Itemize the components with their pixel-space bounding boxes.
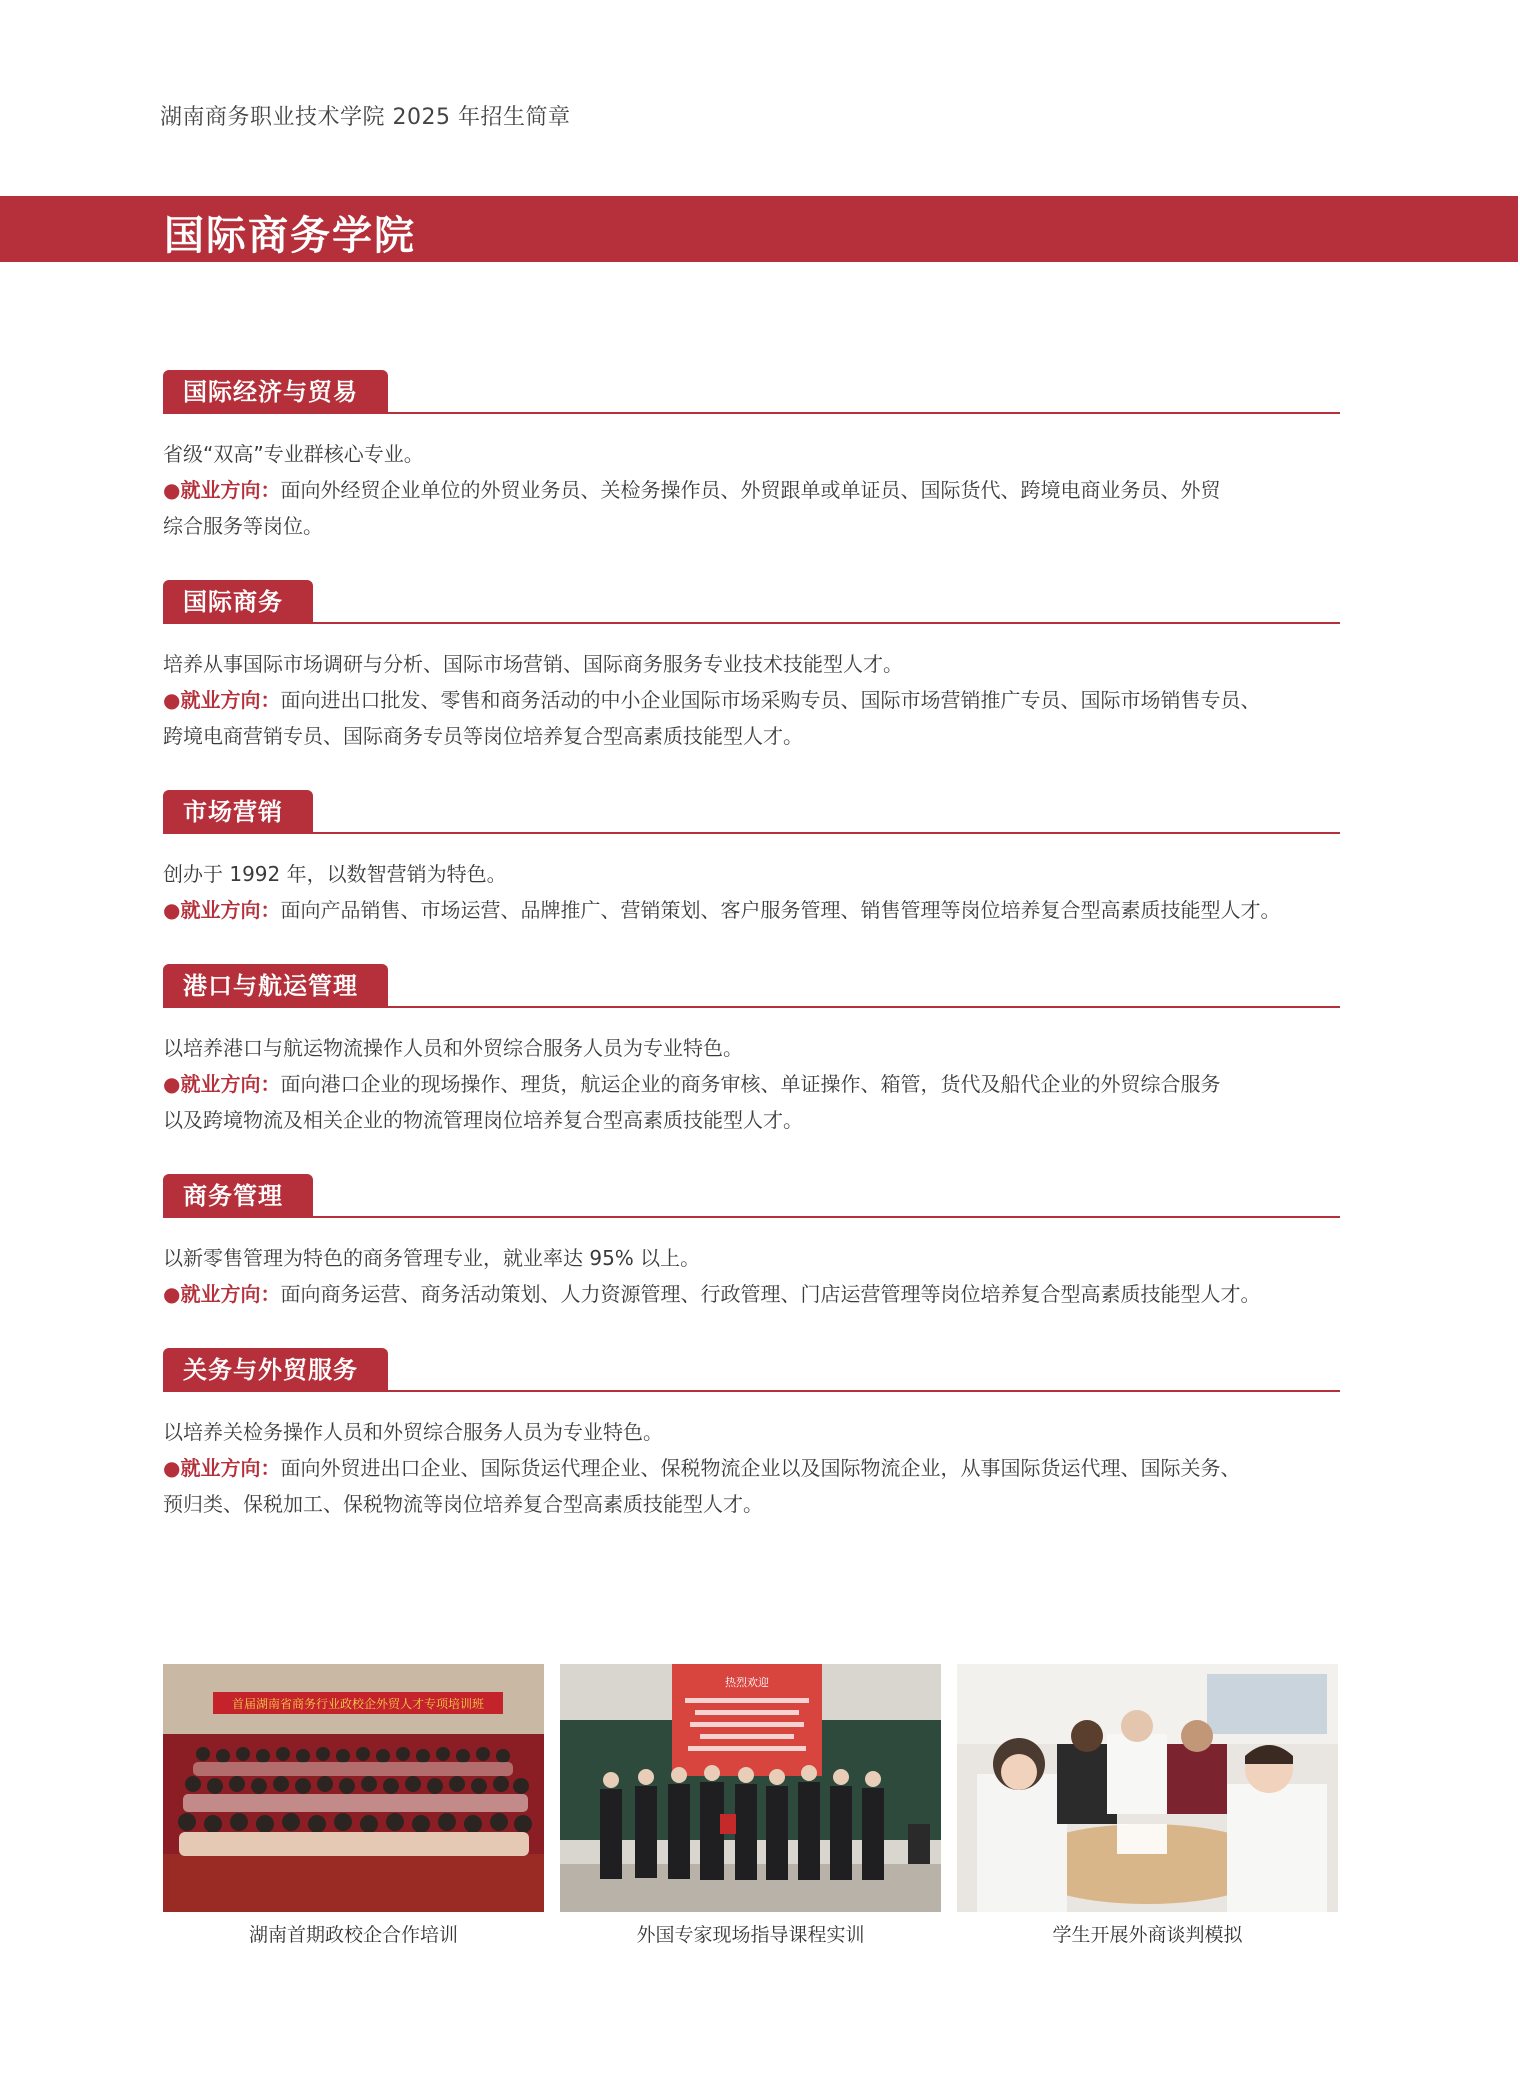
section-title-tab: 市场营销 xyxy=(163,790,313,834)
section-title-tab: 港口与航运管理 xyxy=(163,964,388,1008)
section-rule xyxy=(163,1216,1340,1218)
section-body xyxy=(163,414,1340,544)
photo-caption: 湖南首期政校企合作培训 xyxy=(248,1924,458,1946)
program-intro: 省级“双高”专业群核心专业。 xyxy=(163,442,424,466)
program-intro: 以新零售管理为特色的商务管理专业，就业率达 95% 以上。 xyxy=(163,1246,701,1270)
photo-card xyxy=(163,1664,544,1947)
job-direction-cont: 综合服务等岗位。 xyxy=(163,514,323,538)
program-list xyxy=(163,370,1340,1522)
job-direction-text: 面向外贸进出口企业、国际货运代理企业、保税物流企业以及国际物流企业，从事国际货运代理、国际关务、 xyxy=(280,1456,1241,1480)
section-title-tab: 商务管理 xyxy=(163,1174,313,1218)
program-section xyxy=(163,790,1340,928)
job-direction xyxy=(163,892,1340,928)
photo-card xyxy=(560,1664,941,1947)
job-direction-text: 面向外经贸企业单位的外贸业务员、关检务操作员、外贸跟单或单证员、国际货代、跨境电商业务员、外贸 xyxy=(280,478,1221,502)
program-section xyxy=(163,964,1340,1138)
page-banner xyxy=(0,196,1518,262)
job-direction-label: ●就业方向： xyxy=(163,1282,281,1306)
job-direction-label: ●就业方向： xyxy=(163,688,281,712)
job-direction-cont: 以及跨境物流及相关企业的物流管理岗位培养复合型高素质技能型人才。 xyxy=(163,1108,803,1132)
section-body xyxy=(163,834,1340,928)
section-header xyxy=(163,790,1340,834)
training-group-photo xyxy=(163,1664,544,1912)
job-direction-label: ●就业方向： xyxy=(163,1456,281,1480)
section-rule xyxy=(163,412,1340,414)
section-header xyxy=(163,964,1340,1008)
program-intro: 培养从事国际市场调研与分析、国际市场营销、国际商务服务专业技术技能型人才。 xyxy=(163,652,903,676)
section-rule xyxy=(163,622,1340,624)
job-direction-cont: 预归类、保税加工、保税物流等岗位培养复合型高素质技能型人才。 xyxy=(163,1492,763,1516)
expert-guidance-photo xyxy=(560,1664,941,1912)
job-direction-text: 面向港口企业的现场操作、理货，航运企业的商务审核、单证操作、箱管，货代及船代企业的外贸综合服务 xyxy=(280,1072,1221,1096)
training-banner-text: 首届湖南省商务行业政校企外贸人才专项培训班 xyxy=(231,1697,485,1711)
section-header xyxy=(163,1348,1340,1392)
job-direction-label: ●就业方向： xyxy=(163,1072,281,1096)
negotiation-simulation-photo xyxy=(957,1664,1338,1912)
running-head: 湖南商务职业技术学院 2025 年招生简章 xyxy=(160,105,571,130)
job-direction xyxy=(163,472,1340,508)
photo-card xyxy=(957,1664,1338,1947)
welcome-screen-text: 热烈欢迎 xyxy=(725,1676,769,1689)
section-title-tab: 国际经济与贸易 xyxy=(163,370,388,414)
program-section xyxy=(163,370,1340,544)
section-header xyxy=(163,580,1340,624)
job-direction xyxy=(163,682,1340,718)
photo-caption: 学生开展外商谈判模拟 xyxy=(1052,1924,1243,1946)
program-section xyxy=(163,580,1340,754)
section-header xyxy=(163,1174,1340,1218)
section-body xyxy=(163,1218,1340,1312)
section-rule xyxy=(163,832,1340,834)
job-direction-text: 面向进出口批发、零售和商务活动的中小企业国际市场采购专员、国际市场营销推广专员、国际市场销售专员、 xyxy=(280,688,1261,712)
section-rule xyxy=(163,1390,1340,1392)
job-direction-cont: 跨境电商营销专员、国际商务专员等岗位培养复合型高素质技能型人才。 xyxy=(163,724,803,748)
program-intro: 以培养港口与航运物流操作人员和外贸综合服务人员为专业特色。 xyxy=(163,1036,743,1060)
program-intro: 创办于 1992 年，以数智营销为特色。 xyxy=(163,862,507,886)
section-title-tab: 国际商务 xyxy=(163,580,313,624)
section-title-tab: 关务与外贸服务 xyxy=(163,1348,388,1392)
job-direction xyxy=(163,1450,1340,1486)
job-direction xyxy=(163,1066,1340,1102)
program-section xyxy=(163,1174,1340,1312)
job-direction-label: ●就业方向： xyxy=(163,898,281,922)
section-body xyxy=(163,1008,1340,1138)
job-direction-text: 面向商务运营、商务活动策划、人力资源管理、行政管理、门店运营管理等岗位培养复合型高素质技能型人才。 xyxy=(280,1282,1261,1306)
section-header xyxy=(163,370,1340,414)
section-rule xyxy=(163,1006,1340,1008)
job-direction xyxy=(163,1276,1340,1312)
job-direction-text: 面向产品销售、市场运营、品牌推广、营销策划、客户服务管理、销售管理等岗位培养复合型高素质技能型人才。 xyxy=(280,898,1281,922)
section-body xyxy=(163,624,1340,754)
photo-caption: 外国专家现场指导课程实训 xyxy=(636,1924,865,1946)
job-direction-label: ●就业方向： xyxy=(163,478,281,502)
section-body xyxy=(163,1392,1340,1522)
program-intro: 以培养关检务操作人员和外贸综合服务人员为专业特色。 xyxy=(163,1420,663,1444)
program-section xyxy=(163,1348,1340,1522)
page-title: 国际商务学院 xyxy=(164,213,416,259)
